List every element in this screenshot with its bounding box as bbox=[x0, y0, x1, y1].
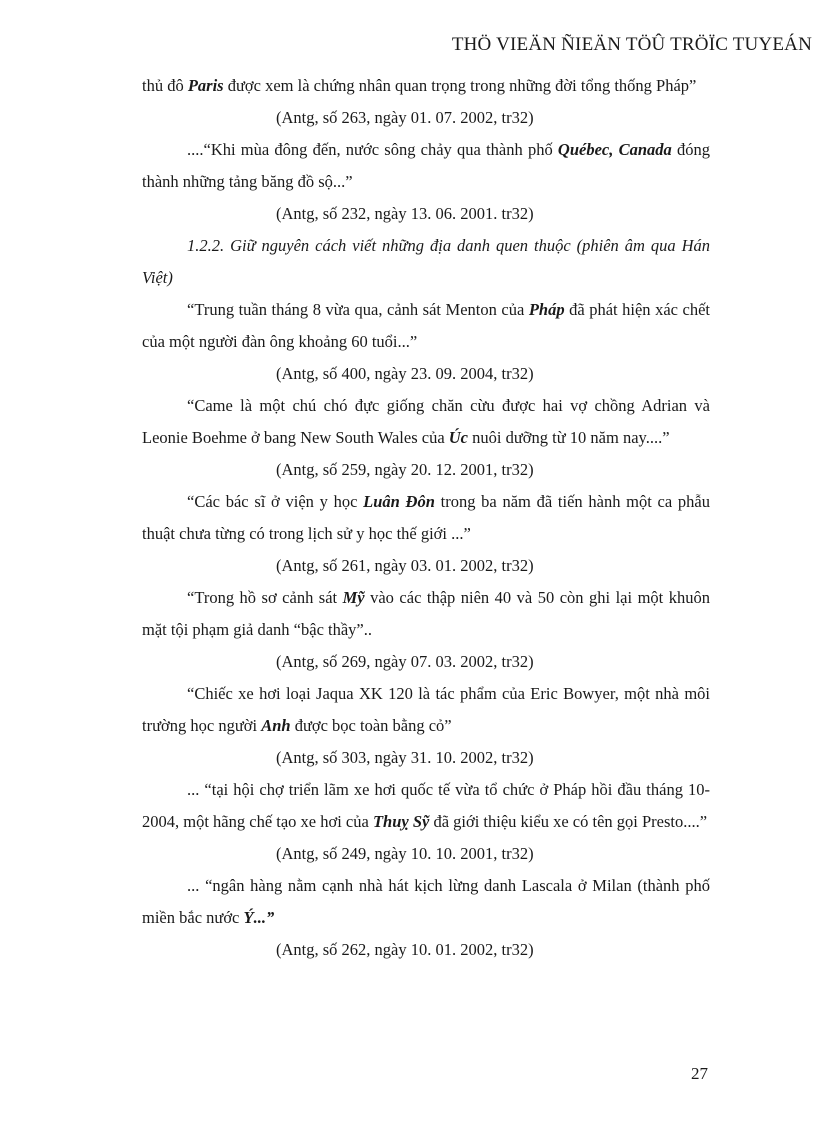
citation: (Antg, số 263, ngày 01. 07. 2002, tr32) bbox=[276, 108, 534, 127]
citation: (Antg, số 261, ngày 03. 01. 2002, tr32) bbox=[276, 556, 534, 575]
citation: (Antg, số 232, ngày 13. 06. 2001. tr32) bbox=[276, 204, 534, 223]
page-body bbox=[142, 70, 710, 966]
running-header: THÖ VIEÄN ÑIEÄN TÖÛ TRÖÏC TUYEÁN bbox=[451, 34, 812, 55]
citation: (Antg, số 400, ngày 23. 09. 2004, tr32) bbox=[276, 364, 534, 383]
paragraph: “Trong hồ sơ cảnh sát Mỹ vào các thập niên 40 và 50 còn ghi lại một khuôn mặt tội phạm giả danh “bậc thầy”.. bbox=[142, 588, 710, 639]
citation: (Antg, số 259, ngày 20. 12. 2001, tr32) bbox=[276, 460, 534, 479]
paragraph: ....“Khi mùa đông đến, nước sông chảy qua thành phố Québec, Canada đóng thành những tảng băng đồ sộ...” bbox=[142, 140, 710, 191]
citation: (Antg, số 262, ngày 10. 01. 2002, tr32) bbox=[276, 940, 534, 959]
paragraph: ... “tại hội chợ triển lãm xe hơi quốc tế vừa tổ chức ở Pháp hồi đầu tháng 10- 2004, một hãng chế tạo xe hơi của Thuỵ Sỹ đã giới thiệu kiểu xe có tên gọi Presto....” bbox=[142, 780, 710, 831]
paragraph: thủ đô Paris được xem là chứng nhân quan trọng trong những đời tổng thống Pháp” bbox=[142, 76, 697, 95]
citation: (Antg, số 269, ngày 07. 03. 2002, tr32) bbox=[276, 652, 534, 671]
paragraph: “Came là một chú chó đực giống chăn cừu được hai vợ chồng Adrian và Leonie Boehme ở bang New South Wales của Úc nuôi dưỡng từ 10 năm nay....” bbox=[142, 396, 710, 447]
paragraph: “Chiếc xe hơi loại Jaqua XK 120 là tác phẩm của Eric Bowyer, một nhà môi trường học người Anh được bọc toàn bằng cỏ” bbox=[142, 684, 710, 735]
paragraph: ... “ngân hàng nằm cạnh nhà hát kịch lừng danh Lascala ở Milan (thành phố miền bắc nước Ý...” bbox=[142, 876, 710, 927]
paragraph: “Các bác sĩ ở viện y học Luân Đôn trong ba năm đã tiến hành một ca phẫu thuật chưa từng có trong lịch sử y học thế giới ...” bbox=[142, 492, 710, 543]
paragraph: “Trung tuần tháng 8 vừa qua, cảnh sát Menton của Pháp đã phát hiện xác chết của một người đàn ông khoảng 60 tuổi...” bbox=[142, 300, 710, 351]
section-heading: 1.2.2. Giữ nguyên cách viết những địa danh quen thuộc (phiên âm qua Hán Việt) bbox=[142, 236, 710, 287]
citation: (Antg, số 303, ngày 31. 10. 2002, tr32) bbox=[276, 748, 534, 767]
page-number: 27 bbox=[691, 1064, 708, 1083]
citation: (Antg, số 249, ngày 10. 10. 2001, tr32) bbox=[276, 844, 534, 863]
